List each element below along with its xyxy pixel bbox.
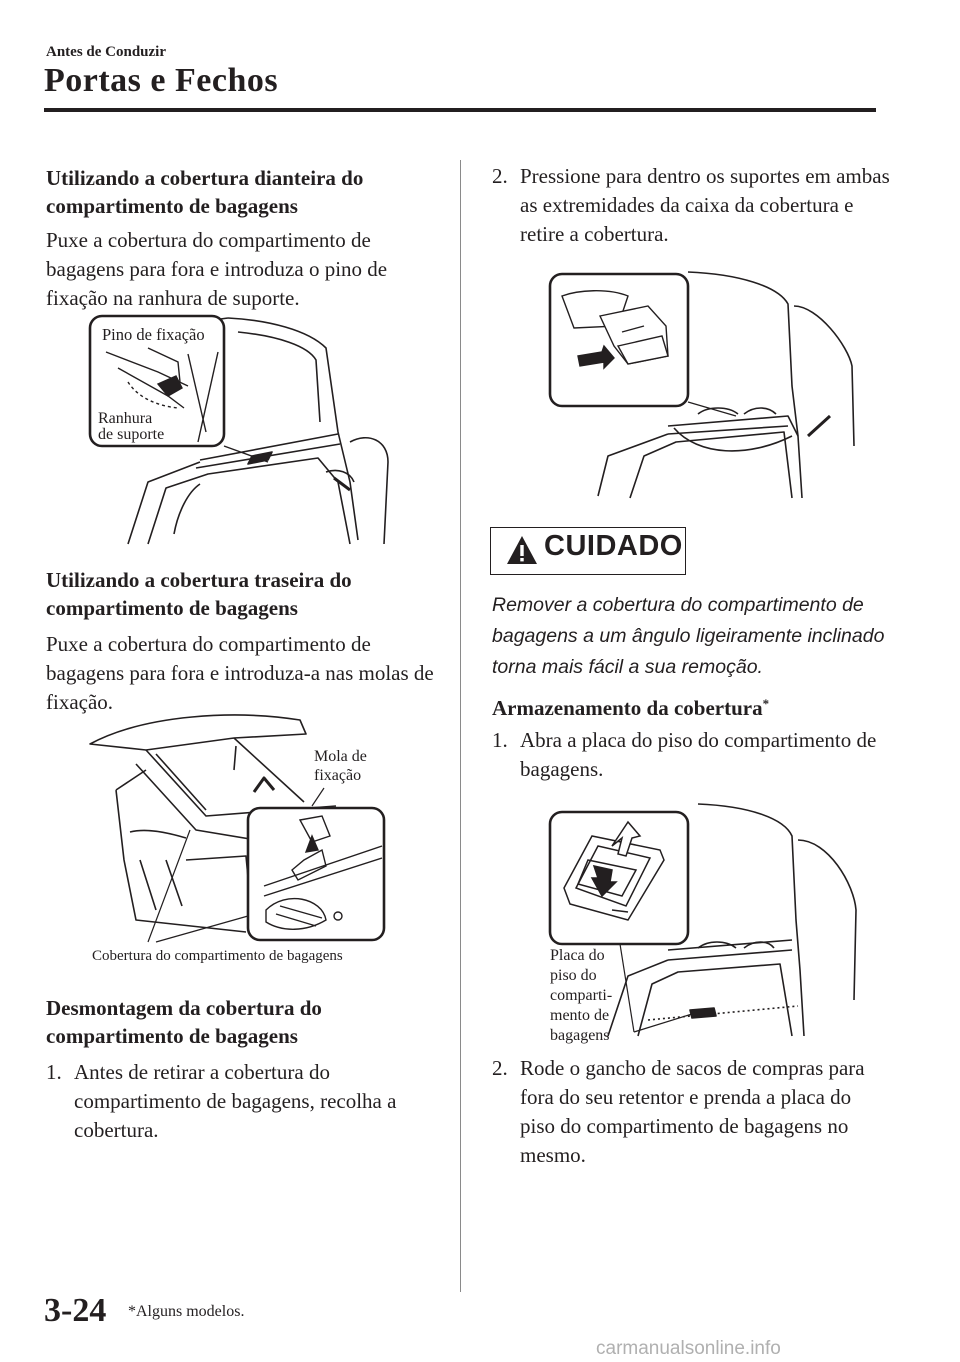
step-text: Pressione para dentro os suportes em ambas as extremidades da caixa da cobertura e retire a cobertura.	[520, 164, 890, 246]
label-cover: Cobertura do compartimento de bagagens	[92, 948, 343, 964]
heading-storage-text: Armazenamento da cobertura	[492, 696, 763, 720]
body-rear-cover: Puxe a cobertura do compartimento de bagagens para fora e introduza-a nas molas de fixação.	[46, 632, 434, 714]
label-spring-line2: fixação	[314, 767, 362, 784]
step-number: 2.	[492, 164, 508, 188]
heading-rear-cover: Utilizando a cobertura traseira do compartimento de bagagens	[46, 568, 352, 620]
heading-front-cover: Utilizando a cobertura dianteira do compartimento de bagagens	[46, 166, 364, 218]
step-text: Abra a placa do piso do compartimento de bagagens.	[520, 728, 877, 781]
column-divider	[460, 160, 461, 1292]
label-floor-board-4: mento de	[550, 1007, 610, 1024]
title-rule	[44, 108, 876, 112]
step-text: Antes de retirar a cobertura do compartimento de bagagens, recolha a cobertura.	[74, 1060, 397, 1142]
figure-press-supports	[548, 266, 856, 502]
page-title: Portas e Fechos	[44, 62, 279, 99]
label-pin: Pino de fixação	[102, 325, 205, 344]
figure-rear-cover	[86, 710, 386, 950]
heading-removal: Desmontagem da cobertura do compartimento de bagagens	[46, 996, 322, 1048]
heading-storage	[492, 690, 882, 722]
label-slot-line1: Ranhura	[98, 410, 153, 427]
footnote-mark: *	[762, 696, 770, 711]
warning-icon	[505, 534, 539, 566]
step-2-removal	[492, 162, 890, 249]
step-number: 1.	[46, 1060, 62, 1084]
step-2-storage	[492, 1054, 890, 1170]
label-floor-board-2: piso do	[550, 967, 597, 984]
caution-label: CUIDADO	[544, 530, 683, 562]
label-floor-board-3: comparti-	[550, 987, 613, 1004]
caution-text: Remover a cobertura do compartimento de bagagens a um ângulo ligeiramente inclinado torna mais fácil a sua remoção.	[492, 594, 885, 678]
label-floor-board-1: Placa do	[550, 947, 605, 964]
body-front-cover: Puxe a cobertura do compartimento de bagagens para fora e introduza o pino de fixação na ranhura de suporte.	[46, 228, 388, 310]
step-text: Rode o gancho de sacos de compras para fora do seu retentor e prenda a placa do piso do compartimento de bagagens no mesmo.	[520, 1056, 865, 1167]
label-floor-board-5: bagagens	[550, 1027, 610, 1044]
watermark: carmanualsonline.info	[596, 1338, 781, 1359]
page-number: 3-24	[44, 1292, 107, 1329]
label-spring-line1: Mola de	[314, 748, 367, 765]
step-number: 1.	[492, 728, 508, 752]
step-number: 2.	[492, 1056, 508, 1080]
label-slot-line2: de suporte	[98, 426, 165, 443]
step-1-removal	[46, 1058, 444, 1145]
step-1-storage	[492, 726, 890, 784]
footnote: *Alguns modelos.	[128, 1303, 245, 1320]
section-label: Antes de Conduzir	[46, 44, 167, 60]
